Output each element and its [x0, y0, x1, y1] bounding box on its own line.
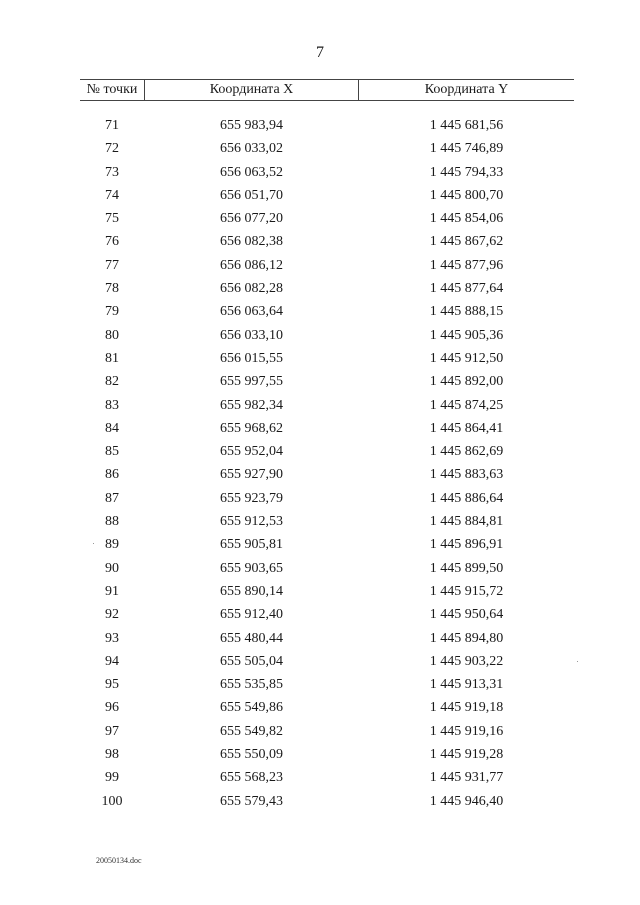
- coordinate-y-cell: 1 445 946,40: [429, 793, 504, 809]
- point-number-cell: 92: [105, 607, 119, 623]
- coordinate-x-cell: 655 997,55: [220, 374, 283, 390]
- coordinate-y-cell: 1 445 919,28: [429, 747, 504, 763]
- point-number-cell: 76: [105, 234, 119, 250]
- column-header-y: Координата Y: [424, 82, 509, 97]
- coordinates-table-body: [0, 114, 640, 813]
- coordinate-y-cell: 1 445 864,41: [429, 420, 504, 436]
- coordinate-x-cell: 656 033,02: [220, 141, 283, 157]
- coordinate-y-cell: 1 445 903,22: [429, 653, 504, 669]
- coordinate-x-cell: 655 952,04: [220, 444, 283, 460]
- column-header-point: № точки: [86, 82, 138, 97]
- point-number-cell: 83: [105, 397, 119, 413]
- coordinate-y-cell: 1 445 896,91: [429, 537, 504, 553]
- coordinate-x-cell: 656 063,64: [220, 304, 283, 320]
- table-row: [0, 370, 640, 393]
- coordinate-x-cell: 655 912,40: [220, 607, 283, 623]
- coordinate-x-cell: 655 983,94: [220, 118, 283, 133]
- table-row: [0, 184, 640, 207]
- point-number-cell: 78: [105, 281, 119, 297]
- table-row: [0, 137, 640, 160]
- point-number-cell: 73: [105, 164, 119, 180]
- coordinate-y-cell: 1 445 884,81: [429, 514, 504, 530]
- table-row: [0, 650, 640, 673]
- coordinate-x-cell: 655 968,62: [220, 420, 283, 436]
- coordinate-y-cell: 1 445 886,64: [429, 490, 504, 506]
- table-row: [0, 324, 640, 347]
- table-row: [0, 277, 640, 300]
- coordinate-y-cell: 1 445 950,64: [429, 607, 504, 623]
- coordinate-y-cell: 1 445 905,36: [429, 327, 504, 343]
- coordinate-y-cell: 1 445 854,06: [429, 211, 504, 227]
- point-number-cell: 100: [101, 793, 123, 809]
- point-number-cell: 74: [105, 187, 119, 203]
- point-number-cell: 86: [105, 467, 119, 483]
- coordinate-x-cell: 656 086,12: [220, 257, 283, 273]
- coordinate-x-cell: 655 579,43: [220, 793, 283, 809]
- table-row: [0, 114, 640, 137]
- coordinate-x-cell: 656 033,10: [220, 327, 283, 343]
- point-number-cell: 95: [105, 677, 119, 693]
- coordinate-x-cell: 655 480,44: [220, 630, 283, 646]
- table-row: [0, 254, 640, 277]
- table-header-top-rule: [80, 79, 574, 80]
- coordinate-y-cell: 1 445 892,00: [429, 374, 504, 390]
- table-row: [0, 207, 640, 230]
- point-number-cell: 97: [105, 723, 119, 739]
- table-row: [0, 603, 640, 626]
- coordinate-y-cell: 1 445 888,15: [429, 304, 504, 320]
- point-number-cell: 71: [105, 118, 119, 133]
- coordinate-x-cell: 656 051,70: [220, 187, 283, 203]
- column-header-x: Координата X: [209, 82, 294, 97]
- coordinate-x-cell: 655 903,65: [220, 560, 283, 576]
- coordinate-y-cell: 1 445 794,33: [429, 164, 504, 180]
- point-number-cell: 84: [105, 420, 119, 436]
- coordinate-y-cell: 1 445 899,50: [429, 560, 504, 576]
- scan-speck: [577, 661, 578, 662]
- table-row: [0, 720, 640, 743]
- coordinate-x-cell: 656 082,38: [220, 234, 283, 250]
- coordinate-y-cell: 1 445 877,64: [429, 281, 504, 297]
- coordinate-x-cell: 655 923,79: [220, 490, 283, 506]
- coordinate-x-cell: 656 077,20: [220, 211, 283, 227]
- table-row: [0, 230, 640, 253]
- coordinate-x-cell: 655 927,90: [220, 467, 283, 483]
- coordinate-x-cell: 655 982,34: [220, 397, 283, 413]
- table-row: [0, 417, 640, 440]
- table-row: [0, 161, 640, 184]
- coordinate-y-cell: 1 445 894,80: [429, 630, 504, 646]
- coordinate-y-cell: 1 445 877,96: [429, 257, 504, 273]
- coordinate-x-cell: 655 549,82: [220, 723, 283, 739]
- coordinate-x-cell: 655 550,09: [220, 747, 283, 763]
- coordinate-x-cell: 655 568,23: [220, 770, 283, 786]
- footer-filename: 20050134.doc: [96, 856, 142, 865]
- coordinate-x-cell: 655 890,14: [220, 583, 283, 599]
- coordinate-y-cell: 1 445 931,77: [429, 770, 504, 786]
- table-row: [0, 580, 640, 603]
- coordinate-y-cell: 1 445 862,69: [429, 444, 504, 460]
- coordinate-y-cell: 1 445 874,25: [429, 397, 504, 413]
- table-row: [0, 463, 640, 486]
- table-row: [0, 627, 640, 650]
- point-number-cell: 82: [105, 374, 119, 390]
- table-row: [0, 673, 640, 696]
- point-number-cell: 96: [105, 700, 119, 716]
- point-number-cell: 85: [105, 444, 119, 460]
- coordinate-x-cell: 655 549,86: [220, 700, 283, 716]
- coordinate-x-cell: 656 082,28: [220, 281, 283, 297]
- coordinate-y-cell: 1 445 915,72: [429, 583, 504, 599]
- point-number-cell: 89: [105, 537, 119, 553]
- point-number-cell: 93: [105, 630, 119, 646]
- coordinate-x-cell: 656 063,52: [220, 164, 283, 180]
- point-number-cell: 79: [105, 304, 119, 320]
- point-number-cell: 90: [105, 560, 119, 576]
- table-row: [0, 557, 640, 580]
- point-number-cell: 87: [105, 490, 119, 506]
- coordinate-y-cell: 1 445 867,62: [429, 234, 504, 250]
- point-number-cell: 98: [105, 747, 119, 763]
- table-row: [0, 440, 640, 463]
- table-row: [0, 394, 640, 417]
- point-number-cell: 81: [105, 350, 119, 366]
- coordinate-y-cell: 1 445 912,50: [429, 350, 504, 366]
- point-number-cell: 72: [105, 141, 119, 157]
- coordinate-y-cell: 1 445 746,89: [429, 141, 504, 157]
- coordinate-y-cell: 1 445 681,56: [429, 118, 504, 133]
- table-row: [0, 347, 640, 370]
- coordinate-y-cell: 1 445 913,31: [429, 677, 504, 693]
- table-row: [0, 533, 640, 556]
- table-row: [0, 510, 640, 533]
- coordinate-x-cell: 655 535,85: [220, 677, 283, 693]
- coordinate-y-cell: 1 445 919,16: [429, 723, 504, 739]
- table-row: [0, 790, 640, 813]
- point-number-cell: 94: [105, 653, 119, 669]
- table-row: [0, 696, 640, 719]
- point-number-cell: 75: [105, 211, 119, 227]
- point-number-cell: 80: [105, 327, 119, 343]
- point-number-cell: 99: [105, 770, 119, 786]
- point-number-cell: 77: [105, 257, 119, 273]
- coordinate-y-cell: 1 445 800,70: [429, 187, 504, 203]
- coordinate-x-cell: 656 015,55: [220, 350, 283, 366]
- point-number-cell: 88: [105, 514, 119, 530]
- point-number-cell: 91: [105, 583, 119, 599]
- table-row: [0, 300, 640, 323]
- coordinate-x-cell: 655 905,81: [220, 537, 283, 553]
- page-number: 7: [316, 44, 324, 61]
- coordinate-y-cell: 1 445 883,63: [429, 467, 504, 483]
- table-row: [0, 743, 640, 766]
- table-header-bottom-rule: [80, 100, 574, 101]
- table-row: [0, 766, 640, 789]
- scan-speck: [93, 543, 94, 544]
- coordinate-y-cell: 1 445 919,18: [429, 700, 504, 716]
- table-row: [0, 487, 640, 510]
- coordinate-x-cell: 655 912,53: [220, 514, 283, 530]
- coordinate-x-cell: 655 505,04: [220, 653, 283, 669]
